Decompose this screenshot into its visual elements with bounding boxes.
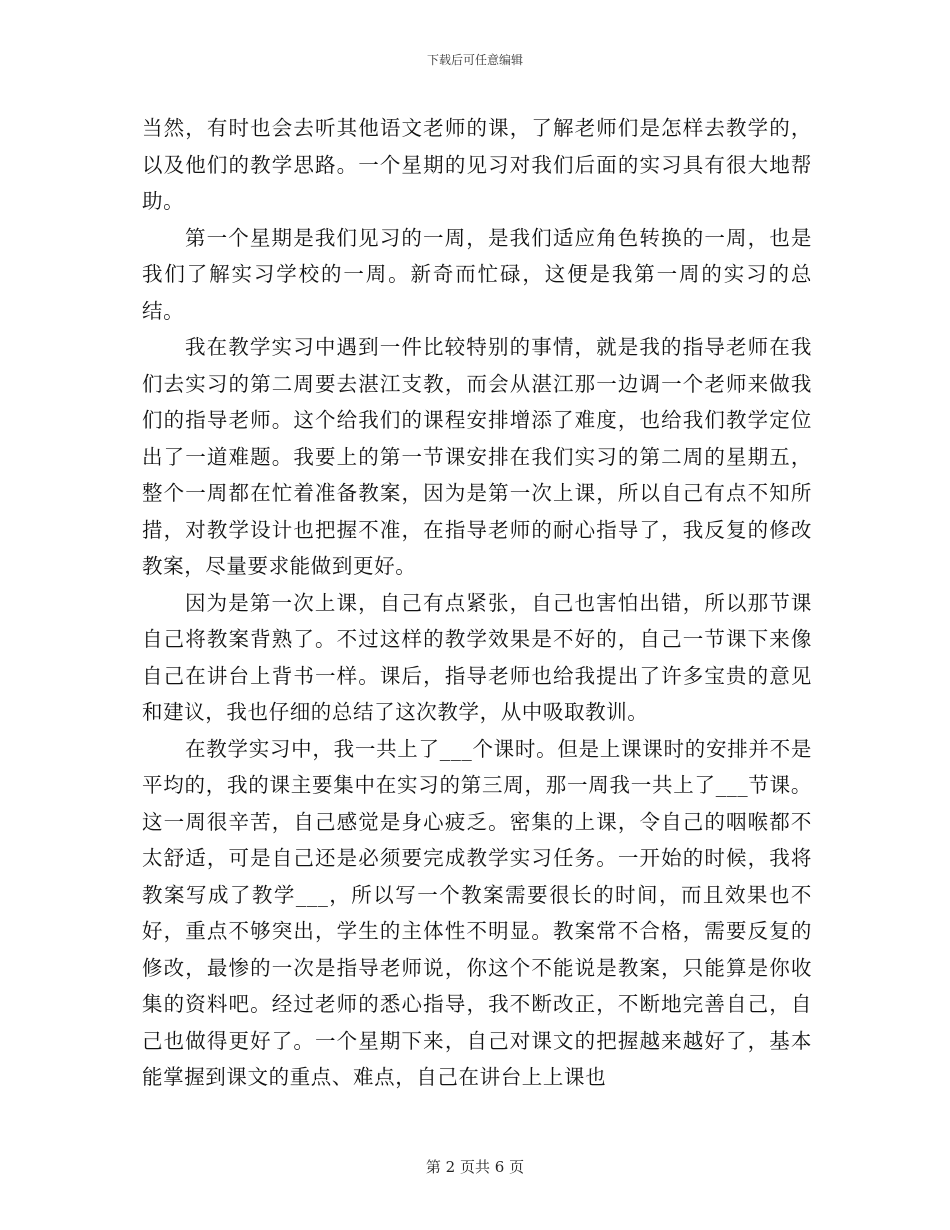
paragraph: 因为是第一次上课，自己有点紧张，自己也害怕出错，所以那节课自己将教案背熟了。不过这样的教学效果是不好的，自己一节课下来像自己在讲台上背书一样。课后，指导老师也给我提出了许多宝贵的意见和建议，我也仔细的总结了这次教学，从中吸取教训。 bbox=[142, 590, 812, 724]
page-header: 下载后可任意编辑 bbox=[426, 53, 523, 67]
paragraph: 第一个星期是我们见习的一周，是我们适应角色转换的一周，也是我们了解实习学校的一周。新奇而忙碌，这便是我第一周的实习的总结。 bbox=[142, 225, 812, 323]
document-body bbox=[142, 110, 812, 1096]
paragraph-continuation: 当然，有时也会去听其他语文老师的课，了解老师们是怎样去教学的，以及他们的教学思路。一个星期的见习对我们后面的实习具有很大地帮助。 bbox=[142, 116, 812, 213]
paragraph: 在教学实习中，我一共上了___个课时。但是上课课时的安排并不是平均的，我的课主要集中在实习的第三周，那一周我一共上了___节课。这一周很辛苦，自己感觉是身心疲乏。密集的上课，令自己的咽喉都不太舒适，可是自己还是必须要完成教学实习任务。一开始的时候，我将教案写成了教学___，所以写一个教案需要很长的时间，而且效果也不好，重点不够突出，学生的主体性不明显。教案常不合格，需要反复的修改，最惨的一次是指导老师说，你这个不能说是教案，只能算是你收集的资料吧。经过老师的悉心指导，我不断改正，不断地完善自己，自己也做得更好了。一个星期下来，自己对课文的把握越来越好了，基本能掌握到课文的重点、难点，自己在讲台上上课也 bbox=[142, 736, 812, 1089]
paragraph: 我在教学实习中遇到一件比较特别的事情，就是我的指导老师在我们去实习的第二周要去湛江支教，而会从湛江那一边调一个老师来做我们的指导老师。这个给我们的课程安排增添了难度，也给我们教学定位出了一道难题。我要上的第一节课安排在我们实习的第二周的星期五，整个一周都在忙着准备教案，因为是第一次上课，所以自己有点不知所措，对教学设计也把握不准，在指导老师的耐心指导了，我反复的修改教案，尽量要求能做到更好。 bbox=[142, 335, 812, 578]
page-footer: 第 2 页共 6 页 bbox=[425, 1158, 525, 1176]
